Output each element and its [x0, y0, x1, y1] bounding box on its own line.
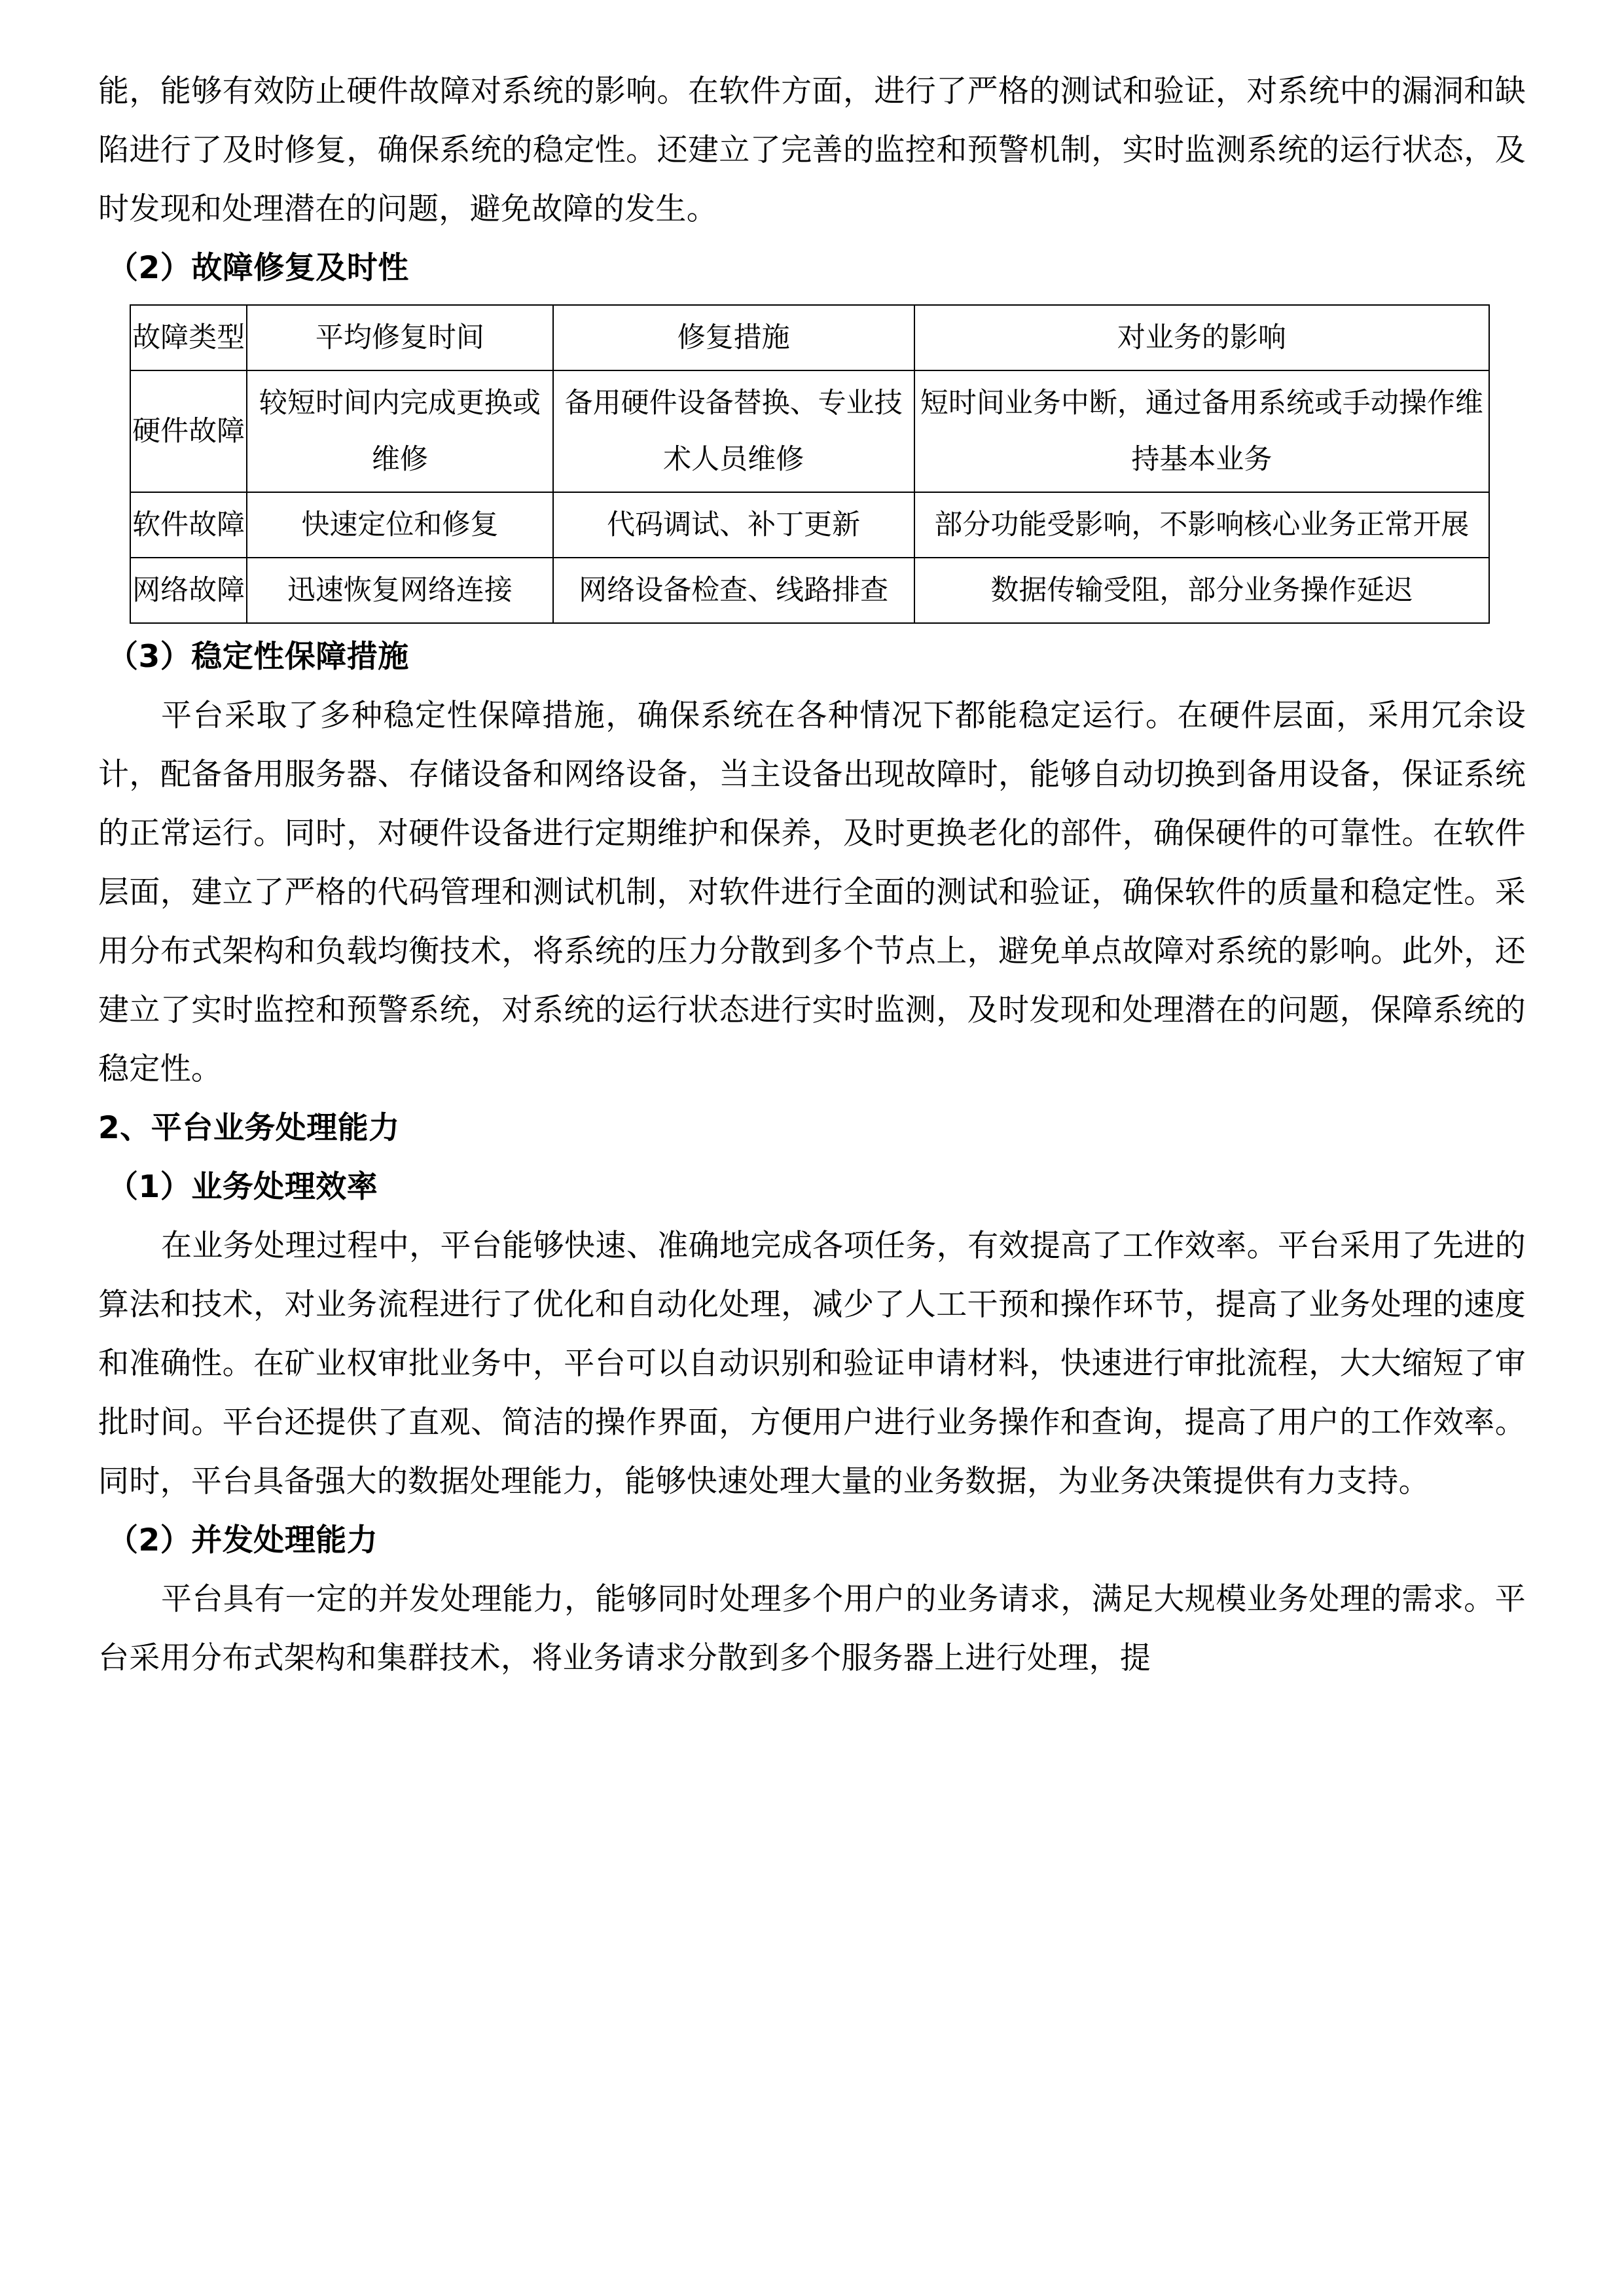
cell-fault-type: 硬件故障 [130, 370, 247, 492]
heading-fault-repair-timeliness: （2）故障修复及时性 [107, 250, 409, 286]
fault-repair-table [130, 304, 1490, 624]
paragraph-business-efficiency: 在业务处理过程中，平台能够快速、准确地完成各项任务，有效提高了工作效率。平台采用了先进的算法和技术，对业务流程进行了优化和自动化处理，减少了人工干预和操作环节，提高了业务处理的速度和准确性。在矿业权审批业务中，平台可以自动识别和验证申请材料，快速进行审批流程，大大缩短了审批时间。平台还提供了直观、简洁的操作界面，方便用户进行业务操作和查询，提高了用户的工作效率。同时，平台具备强大的数据处理能力，能够快速处理大量的业务数据，为业务决策提供有力支持。 [98, 1228, 1526, 1499]
cell-repair-measure: 备用硬件设备替换、专业技术人员维修 [553, 370, 914, 492]
cell-repair-time: 较短时间内完成更换或维修 [247, 370, 552, 492]
table-header-fault-type: 故障类型 [130, 305, 247, 370]
paragraph-fault-prevention: 能，能够有效防止硬件故障对系统的影响。在软件方面，进行了严格的测试和验证，对系统中的漏洞和缺陷进行了及时修复，确保系统的稳定性。还建立了完善的监控和预警机制，实时监测系统的运行状态，及时发现和处理潜在的问题，避免故障的发生。 [98, 73, 1526, 227]
cell-business-impact: 数据传输受阻，部分业务操作延迟 [914, 558, 1489, 623]
table-header-repair-measure: 修复措施 [553, 305, 914, 370]
heading-business-efficiency: （1）业务处理效率 [107, 1169, 378, 1205]
heading-concurrency-capability: （2）并发处理能力 [107, 1522, 378, 1558]
heading-platform-business-capability: 2、平台业务处理能力 [98, 1110, 400, 1146]
cell-fault-type: 软件故障 [130, 492, 247, 558]
table-row [130, 370, 1489, 492]
paragraph-stability-measures: 平台采取了多种稳定性保障措施，确保系统在各种情况下都能稳定运行。在硬件层面，采用冗余设计，配备备用服务器、存储设备和网络设备，当主设备出现故障时，能够自动切换到备用设备，保证系统的正常运行。同时，对硬件设备进行定期维护和保养，及时更换老化的部件，确保硬件的可靠性。在软件层面，建立了严格的代码管理和测试机制，对软件进行全面的测试和验证，确保软件的质量和稳定性。采用分布式架构和负载均衡技术，将系统的压力分散到多个节点上，避免单点故障对系统的影响。此外，还建立了实时监控和预警系统，对系统的运行状态进行实时监测，及时发现和处理潜在的问题，保障系统的稳定性。 [98, 698, 1526, 1087]
table-row [130, 558, 1489, 623]
paragraph-concurrency-capability: 平台具有一定的并发处理能力，能够同时处理多个用户的业务请求，满足大规模业务处理的需求。平台采用分布式架构和集群技术，将业务请求分散到多个服务器上进行处理，提 [98, 1581, 1526, 1676]
table-header-repair-time: 平均修复时间 [247, 305, 552, 370]
heading-stability-measures: （3）稳定性保障措施 [107, 639, 409, 675]
cell-repair-measure: 网络设备检查、线路排查 [553, 558, 914, 623]
table-header-row [130, 305, 1489, 370]
cell-repair-measure: 代码调试、补丁更新 [553, 492, 914, 558]
cell-business-impact: 部分功能受影响，不影响核心业务正常开展 [914, 492, 1489, 558]
cell-fault-type: 网络故障 [130, 558, 247, 623]
cell-business-impact: 短时间业务中断，通过备用系统或手动操作维持基本业务 [914, 370, 1489, 492]
table-header-business-impact: 对业务的影响 [914, 305, 1489, 370]
cell-repair-time: 快速定位和修复 [247, 492, 552, 558]
cell-repair-time: 迅速恢复网络连接 [247, 558, 552, 623]
table-row [130, 492, 1489, 558]
